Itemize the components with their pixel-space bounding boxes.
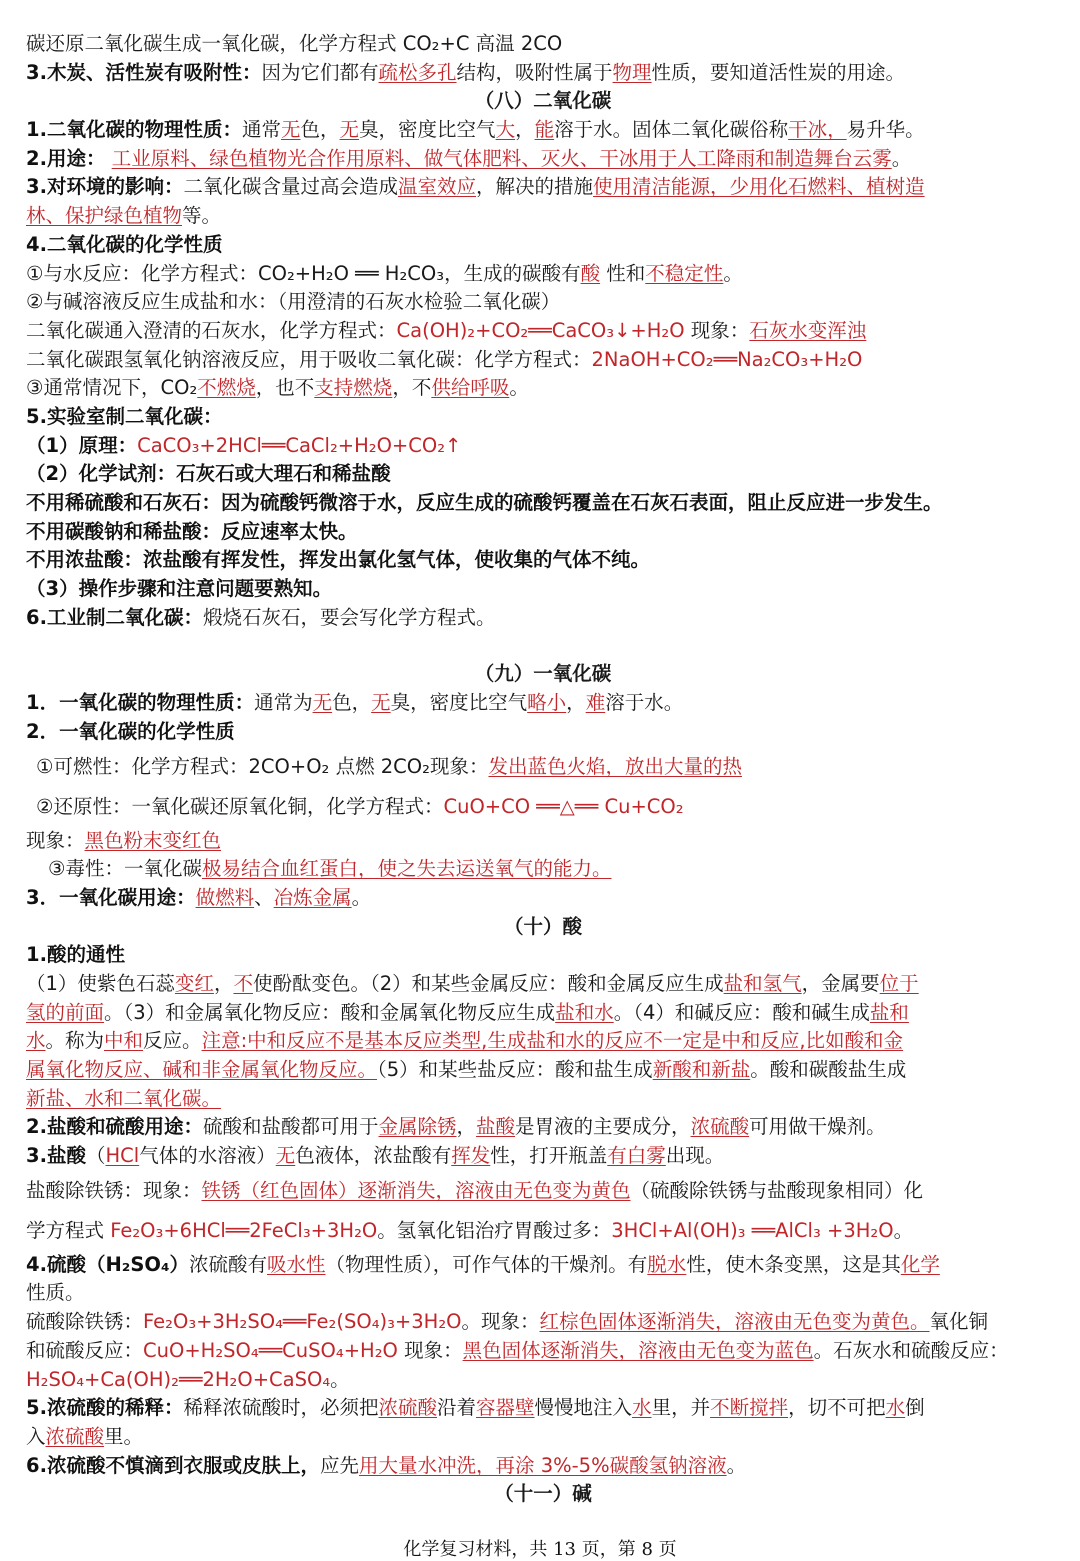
text-line [26,1056,1060,1085]
text-line [26,855,1060,884]
section-heading [26,660,1060,689]
text-line [26,116,1060,145]
text-line [26,1085,1060,1114]
bold-label: 2.盐酸和硫酸用途： [26,1115,203,1139]
text-line [26,1251,1060,1280]
text-line [26,518,1060,547]
text-segment: 煅烧石灰石，要会写化学方程式。 [202,605,496,629]
text-line [26,546,1060,575]
section-heading [26,913,1060,942]
text-line [26,317,1060,346]
text-segment: ， [213,971,234,995]
answer-underlined: 有白雾 [607,1144,666,1168]
answer-underlined: 支持燃烧 [314,376,393,400]
chemical-equation: Fe₂O₃+6HCl══2FeCl₃+3H₂O [110,1218,378,1242]
chemical-equation: CaCO₃+2HCl══CaCl₂+H₂O+CO₂↑ [137,433,462,457]
text-segment: 性和 [600,261,646,285]
text-segment: 。 [509,376,529,400]
text-segment: （5）和某些盐反应：酸和盐生成 [377,1058,653,1081]
text-segment: ①可燃性：化学方程式：2CO+O₂ [36,754,336,778]
bold-label: 3.木炭、活性炭有吸附性： [26,60,262,84]
text-line [26,145,1060,174]
text-segment: 盐酸除铁锈：现象： [26,1178,202,1202]
text-segment: 。 [351,885,372,909]
text-segment: 现象： [26,828,85,852]
text-segment: （1）使紫色石蕊 [26,971,175,995]
text-segment: 。（4）和碱反应：酸和碱生成 [613,1000,870,1024]
text-segment: 等。 [182,204,222,228]
text-segment: 点燃 [335,754,375,778]
text-segment: 使酚酞变色。（2）和某些金属反应：酸和金属反应生成 [252,971,724,995]
text-segment: 溶于水。 [605,691,684,715]
bold-label: 6.浓硫酸不慎滴到衣服或皮肤上， [26,1453,320,1477]
bold-label: 3．一氧化碳用途： [26,885,196,909]
text-segment: 臭，密度比空气 [359,118,496,142]
answer-underlined: 极易结合血红蛋白，使之失去运送氧气的能力。 [201,857,612,881]
text-segment: ， [456,1115,477,1139]
bold-label: （2）化学试剂：石灰石或大理石和稀盐酸 [26,462,391,486]
answer-underlined: 黑色固体逐渐消失，溶液由无色变为蓝色 [462,1338,814,1362]
text-segment: 硫酸除铁锈： [26,1310,144,1334]
text-segment: 。 [891,146,912,170]
answer-underlined: 无 [275,1144,296,1168]
text-line [26,59,1060,88]
text-segment: 倒 [905,1396,925,1420]
answer-underlined: 浓硫酸 [45,1424,105,1448]
bold-label: 不用碳酸钠和稀盐酸：反应速率太快。 [26,519,358,543]
answer-underlined: 位于 [879,971,919,995]
text-segment: 里。 [104,1424,144,1448]
bold-label: 3.盐酸 [26,1144,86,1168]
answer-underlined: 不稳定性 [645,261,724,285]
text-segment: 色， [300,118,340,142]
text-segment: ③通常情况下，CO₂ [26,376,198,400]
text-segment: ， [515,118,535,142]
text-line [26,1366,1060,1395]
text-segment: 氧化铜 [929,1310,989,1334]
answer-underlined: 水 [885,1396,906,1420]
answer-underlined: 能 [534,118,555,142]
answer-underlined: 水 [632,1396,652,1420]
text-segment: 。称为 [45,1029,105,1053]
bold-label: 5.实验室制二氧化碳： [26,404,223,428]
text-segment: 慢慢地注入 [534,1396,633,1420]
answer-underlined: 盐和水 [555,1000,614,1024]
text-segment: 硫酸和盐酸都可用于 [202,1115,379,1139]
text-segment: ，金属要 [801,971,880,995]
chemical-equation: CuO+CO ══△══ Cu+CO₂ [443,794,684,818]
text-segment: 气体的水溶液） [139,1144,276,1168]
answer-underlined: 工业原料、绿色植物光合作用原料、做气体肥料、灭火、干冰用于人工降雨和制造舞台云雾 [111,146,892,170]
answer-underlined: 中和 [104,1029,144,1053]
text-segment: 二氧化碳跟氢氧化钠溶液反应，用于吸收二氧化碳：化学方程式： [26,347,592,371]
text-segment: ②与碱溶液反应生成盐和水：（用澄清的石灰水检验二氧化碳） [26,290,561,314]
answer-underlined: 石灰水变浑浊 [749,318,867,342]
answer-underlined: 略小 [527,691,567,715]
text-line [26,941,1060,970]
answer-underlined: 使用清洁能源，少用化石燃料、植树造 [593,175,925,199]
text-segment: 碳还原二氧化碳生成一氧化碳，化学方程式 CO₂+C [26,32,476,55]
answer-underlined: 浓硫酸 [378,1396,438,1420]
text-segment: 通常为 [254,691,313,715]
text-segment: （八）二氧化碳 [474,89,612,113]
answer-underlined: 冶炼金属 [273,885,352,909]
text-line [26,1113,1060,1142]
text-segment: 。 [726,1453,747,1477]
answer-underlined: 难 [585,691,606,715]
text-segment: 溶于水。固体二氧化碳俗称 [554,118,789,142]
text-line [26,231,1060,260]
chemical-equation: H₂SO₄+Ca(OH)₂══2H₂O+CaSO₄ [26,1367,331,1391]
text-segment: ，解决的措施 [476,175,594,199]
text-segment: 应先 [319,1453,359,1477]
text-segment: ③毒性：一氧化碳 [48,857,202,881]
bold-label: 4.硫酸（H₂SO₄） [26,1252,189,1276]
text-segment: 。石灰水和硫酸反应： [813,1338,1009,1362]
answer-underlined: 用大量水冲洗，再涂 3%-5%碳酸氢钠溶液 [359,1453,727,1477]
answer-underlined: 铁锈（红色固体）逐渐消失，溶液由无色变为黄色 [201,1178,631,1202]
answer-underlined: 挥发 [451,1144,491,1168]
bold-label: 1．一氧化碳的物理性质： [26,691,255,715]
text-segment: 性，打开瓶盖 [490,1144,608,1168]
answer-underlined: 脱水 [647,1252,687,1276]
text-segment: 性质，要知道活性炭的用途。 [651,60,906,84]
text-line [26,432,1060,461]
text-segment: 。酸和碳酸盐生成 [750,1058,907,1081]
answer-underlined: 发出蓝色火焰，放出大量的热 [488,754,742,778]
answer-underlined: 供给呼吸 [431,376,510,400]
answer-underlined: 温室效应 [398,175,477,199]
text-line [26,718,1060,747]
text-segment: 。氢氧化铝治疗胃酸过多： [377,1218,612,1242]
answer-underlined: 变红 [174,971,214,995]
bold-label: 5.浓硫酸的稀释： [26,1396,184,1420]
text-line [26,575,1060,604]
bold-label: （1）原理： [26,433,138,457]
text-line [26,604,1060,633]
text-segment: 色， [332,691,372,715]
text-line [26,999,1060,1028]
text-line [26,403,1060,432]
bold-label: 不用稀硫酸和石灰石：因为硫酸钙微溶于水，反应生成的硫酸钙覆盖在石灰石表面，阻止反应进一步发生。 [26,491,943,514]
text-segment: 。 [723,261,743,285]
answer-underlined: 红棕色固体逐渐消失，溶液由无色变为黄色。 [539,1310,930,1334]
text-segment: 入 [26,1424,46,1448]
text-segment: 。 [893,1218,914,1242]
text-line [26,1171,1060,1211]
chemical-equation: CuO+H₂SO₄══CuSO₄+H₂O [143,1338,398,1362]
answer-underlined: 酸 [580,261,601,285]
answer-underlined: 干冰， [788,118,847,142]
bold-label: 不用浓盐酸：浓盐酸有挥发性，挥发出氯化氢气体，使收集的气体不纯。 [26,548,651,572]
text-segment: 易升华。 [846,118,925,142]
text-segment: 反应。 [143,1029,202,1053]
text-segment: 性质。 [26,1281,85,1305]
text-segment: 色液体，浓盐酸有 [295,1144,452,1168]
answer-underlined: 盐和 [869,1000,909,1024]
text-segment: 。（3）和金属氧化物反应：酸和金属氧化物反应生成 [104,1000,556,1024]
bold-label: 2．一氧化碳的化学性质 [26,719,235,743]
text-segment: （硫酸除铁锈与盐酸现象相同）化 [630,1178,924,1202]
text-line [26,1279,1060,1308]
text-segment: 和硫酸反应： [26,1338,144,1362]
text-segment: 现象： [684,318,750,342]
text-line [26,202,1060,231]
text-line [26,1394,1060,1423]
text-line [26,1337,1060,1366]
chemical-equation: 3HCl+Al(OH)₃ ══AlCl₃ +3H₂O [611,1218,894,1242]
text-line [26,1308,1060,1337]
text-segment: （十一）碱 [494,1482,592,1506]
document-body [26,30,1060,1509]
text-line [26,747,1060,787]
text-segment: 学方程式 [26,1218,111,1242]
bold-label: 3.对环境的影响： [26,175,184,199]
section-heading [26,87,1060,116]
bold-label: 6.工业制二氧化碳： [26,605,203,629]
answer-underlined: 化学 [900,1252,940,1276]
answer-underlined: 新盐、水和二氧化碳。 [26,1086,222,1110]
answer-underlined: 新酸和新盐 [652,1058,751,1081]
text-segment: （物理性质），可作气体的干燥剂。有 [325,1252,648,1276]
text-segment: 是胃液的主要成分， [515,1115,691,1139]
answer-underlined: 注意:中和反应不是基本反应类型,生成盐和水的反应不一定是中和反应,比如酸和金 [201,1029,904,1053]
answer-underlined: 黑色粉末变红色 [84,828,222,852]
text-segment: ，不 [392,376,432,400]
text-segment: ②还原性：一氧化碳还原氧化铜，化学方程式： [36,794,444,818]
answer-underlined: 无 [281,118,301,142]
text-line [26,1142,1060,1171]
text-line [26,689,1060,718]
text-segment: 。现象： [461,1310,540,1334]
text-line [26,884,1060,913]
text-segment: 性，使木条变黑，这是其 [686,1252,901,1276]
answer-underlined: 不 [233,971,253,995]
text-segment: 二氧化碳含量过高会造成 [183,175,398,199]
bold-label: 1.酸的通性 [26,943,125,967]
text-line [26,787,1060,827]
text-line [26,1027,1060,1056]
text-segment: 2CO [514,32,563,55]
text-segment: 沿着 [437,1396,477,1420]
section-heading [26,1480,1060,1509]
text-line [26,1452,1060,1481]
answer-underlined: 做燃料 [195,885,255,909]
text-segment: 出现。 [665,1144,725,1168]
text-segment: 2CO₂现象： [374,754,489,778]
answer-underlined: 无 [312,691,333,715]
bold-label: 4.二氧化碳的化学性质 [26,232,223,256]
text-segment: 可用做干燥剂。 [749,1115,886,1139]
blank-line [26,632,1060,660]
answer-underlined: 盐和氢气 [723,971,802,995]
text-segment: （ [85,1144,106,1168]
answer-underlined: HCl [105,1144,140,1168]
text-segment: 里，并 [651,1396,711,1420]
text-segment: 因为它们都有 [261,60,379,84]
answer-underlined: 氢的前面 [26,1000,105,1024]
text-segment: ，切不可把 [788,1396,886,1420]
text-segment: 现象： [397,1338,463,1362]
chemical-equation: 2NaOH+CO₂══Na₂CO₃+H₂O [591,347,863,371]
text-segment: ①与水反应：化学方程式：CO₂+H₂O ══ H₂CO₃，生成的碳酸有 [26,261,581,285]
text-line [26,260,1060,289]
chemical-equation: Fe₂O₃+3H₂SO₄══Fe₂(SO₄)₃+3H₂O [143,1310,462,1334]
text-line [26,374,1060,403]
chemical-equation: Ca(OH)₂+CO₂══CaCO₃↓+H₂O [396,318,685,342]
bold-label: （3）操作步骤和注意问题要熟知。 [26,577,333,601]
text-segment: （九）一氧化碳 [474,662,612,686]
answer-underlined: 金属除锈 [378,1115,457,1139]
text-line [26,827,1060,856]
text-segment: ， [566,691,586,715]
text-segment: 高温 [475,32,515,55]
answer-underlined: 不断搅拌 [710,1396,789,1420]
page-footer: 化学复习材料，共 13 页，第 8 页 [403,1539,677,1560]
text-line [26,460,1060,489]
answer-underlined: 盐酸 [476,1115,516,1139]
text-line [26,970,1060,999]
answer-underlined: 林、保护绿色植物 [26,204,183,228]
text-line [26,346,1060,375]
answer-underlined: 无 [371,691,391,715]
text-segment: ，也不 [255,376,315,400]
answer-underlined: 疏松多孔 [378,60,457,84]
answer-underlined: 吸水性 [267,1252,326,1276]
text-segment: （十）酸 [503,914,582,938]
answer-underlined: 容器壁 [476,1396,535,1420]
text-line [26,1423,1060,1452]
bold-label: 2.用途： [26,146,106,170]
answer-underlined: 不燃烧 [197,376,256,400]
text-line [26,288,1060,317]
text-segment: 浓硫酸有 [189,1252,268,1276]
answer-underlined: 属氧化物反应、碱和非金属氧化物反应。 [26,1058,378,1081]
text-line [26,173,1060,202]
text-segment: 通常 [241,118,281,142]
text-line [26,1211,1060,1251]
answer-underlined: 无 [339,118,360,142]
answer-underlined: 水 [26,1029,46,1053]
text-segment: 、 [254,885,274,909]
text-segment: 结构，吸附性属于 [456,60,613,84]
text-line [26,489,1060,518]
text-segment: 臭，密度比空气 [390,691,528,715]
answer-underlined: 大 [495,118,516,142]
text-segment: 二氧化碳通入澄清的石灰水，化学方程式： [26,318,397,342]
bold-label: 1.二氧化碳的物理性质： [26,118,242,142]
text-line [26,30,1060,59]
text-segment: 。 [330,1367,350,1391]
answer-underlined: 浓硫酸 [690,1115,750,1139]
text-segment: 稀释浓硫酸时，必须把 [183,1396,379,1420]
answer-underlined: 物理 [612,60,652,84]
